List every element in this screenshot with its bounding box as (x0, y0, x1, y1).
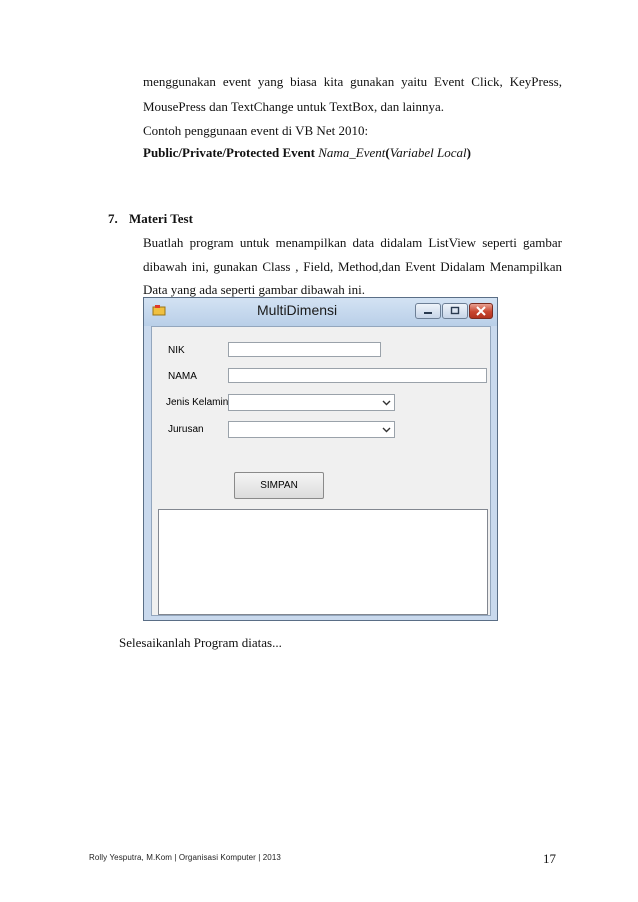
nama-label: NAMA (168, 371, 197, 382)
simpan-button[interactable]: SIMPAN (234, 472, 324, 499)
nama-input[interactable] (228, 368, 487, 383)
app-icon (152, 304, 166, 316)
jenis-kelamin-label: Jenis Kelamin (166, 397, 229, 408)
title-bar[interactable] (144, 298, 497, 324)
intro-line-2: MousePress dan TextChange untuk TextBox, dan lainnya. (143, 99, 444, 114)
footer-text: Rolly Yesputra, M.Kom | Organisasi Komputer | 2013 (89, 853, 281, 862)
maximize-icon (443, 304, 467, 318)
event-syntax-paren-close: ) (466, 145, 471, 160)
minimize-button[interactable] (415, 303, 441, 319)
event-syntax (143, 141, 471, 164)
closing-text: Selesaikanlah Program diatas... (119, 635, 282, 650)
minimize-icon (416, 304, 440, 318)
chevron-down-icon (382, 398, 391, 407)
close-icon (470, 304, 492, 318)
intro-line-3: Contoh penggunaan event di VB Net 2010: (143, 123, 369, 138)
section-number: 7. (108, 211, 118, 226)
section-body-line-1: Buatlah program untuk menampilkan data didalam ListView seperti gambar (143, 235, 562, 250)
page-number: 17 (543, 851, 556, 866)
section-body-line-2: dibawah ini, gunakan Class , Field, Method,dan Event Didalam Menampilkan (143, 259, 562, 274)
data-listview[interactable] (158, 509, 488, 615)
event-syntax-keywords: Public/Private/Protected Event (143, 145, 319, 160)
section-heading: Materi Test (129, 211, 193, 226)
event-syntax-name: Nama_Event (318, 145, 386, 160)
jenis-kelamin-select[interactable] (228, 394, 395, 411)
maximize-button[interactable] (442, 303, 468, 319)
close-button[interactable] (469, 303, 493, 319)
event-syntax-paren-open: ( (385, 145, 390, 160)
jurusan-label: Jurusan (168, 424, 204, 435)
chevron-down-icon (382, 425, 391, 434)
window-title: MultiDimensi (257, 302, 338, 318)
event-syntax-param: Variabel Local (389, 145, 467, 160)
jurusan-select[interactable] (228, 421, 395, 438)
form-client-area (151, 326, 491, 616)
intro-line-1: menggunakan event yang biasa kita gunakan yaitu Event Click, KeyPress, (143, 74, 562, 89)
nik-label: NIK (168, 345, 185, 356)
nik-input[interactable] (228, 342, 381, 357)
section-body-line-3: Data yang ada seperti gambar dibawah ini. (143, 282, 365, 297)
multidimensi-window (143, 297, 498, 621)
